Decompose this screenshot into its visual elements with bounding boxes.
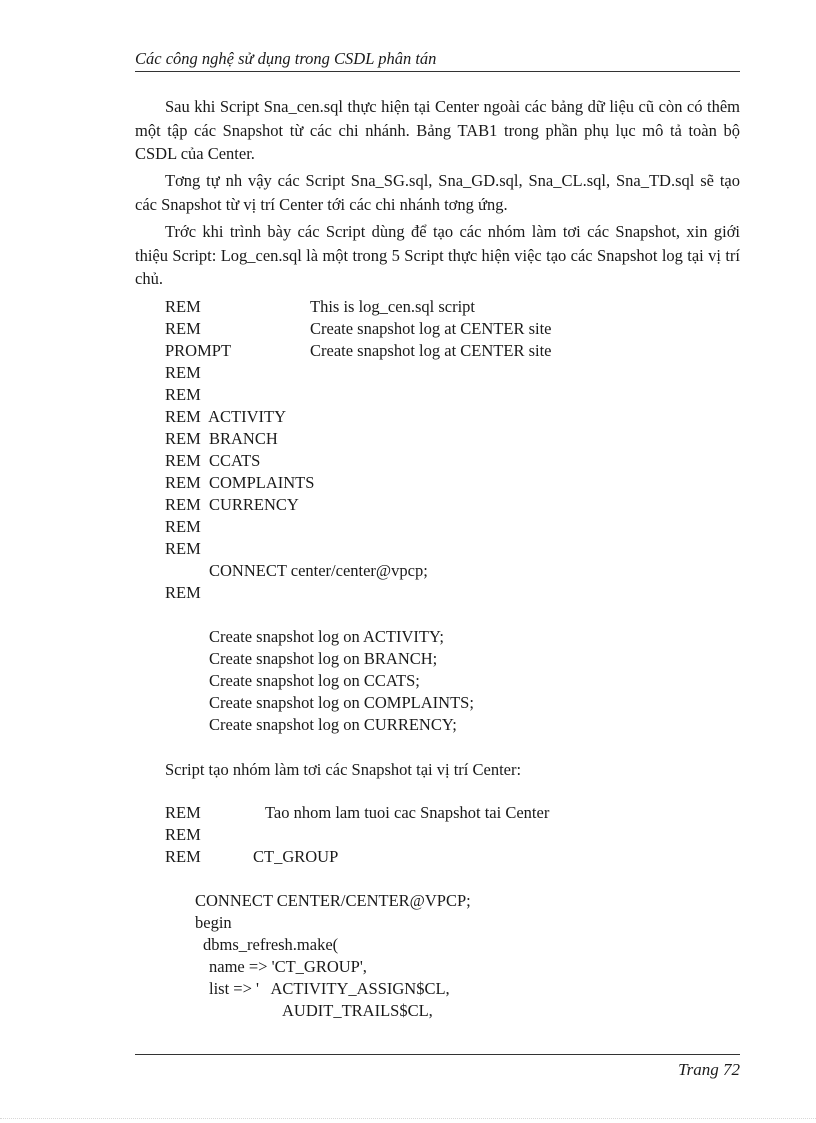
connect-statement: CONNECT center/center@vpcp; [209, 561, 428, 580]
script-keyword: PROMPT [165, 341, 232, 360]
snapshot-log-statement: Create snapshot log on ACTIVITY; [209, 627, 444, 646]
script-keyword: REM [165, 385, 201, 404]
script-keyword: REM [165, 539, 201, 558]
snapshot-log-statement: Create snapshot log on CCATS; [209, 671, 420, 690]
snapshot-log-statement: Create snapshot log on BRANCH; [209, 649, 438, 668]
script-keyword: REM [165, 825, 201, 844]
script-keyword: REM COMPLAINTS [165, 473, 315, 492]
script-comment: Create snapshot log at CENTER site [310, 341, 552, 360]
snapshot-log-statement: Create snapshot log on CURRENCY; [209, 715, 457, 734]
paragraph-1: Sau khi Script Sna_cen.sql thực hiện tại Center ngoài các bảng dữ liệu cũ còn có thêm một tập các Snapshot từ các chi nhánh. Bảng TAB1 trong phần phụ lục mô tả toàn bộ CSDL của Center. [135, 97, 740, 163]
code-line: begin [195, 913, 232, 932]
running-header: Các công nghệ sử dụng trong CSDL phân tán [135, 48, 740, 72]
page-bottom-edge [0, 1118, 816, 1120]
code-line: name => 'CT_GROUP', [209, 957, 367, 976]
script-keyword: REM [165, 803, 201, 822]
script-keyword: REM BRANCH [165, 429, 278, 448]
snapshot-log-statement: Create snapshot log on COMPLAINTS; [209, 693, 474, 712]
script-comment: CT_GROUP [253, 847, 339, 866]
script-comment: This is log_cen.sql script [310, 297, 475, 316]
script-keyword: REM ACTIVITY [165, 407, 286, 426]
paragraph-2: Tơng tự nh vậy các Script Sna_SG.sql, Sna_GD.sql, Sna_CL.sql, Sna_TD.sql sẽ tạo các Snapshot từ vị trí Center tới các chi nhánh tơng ứng. [135, 171, 740, 214]
page-number: Trang 72 [678, 1060, 740, 1079]
script-keyword: REM [165, 319, 201, 338]
code-line: list => ' ACTIVITY_ASSIGN$CL, [209, 979, 450, 998]
code-line: AUDIT_TRAILS$CL, [282, 1001, 433, 1020]
footer-rule [135, 1054, 740, 1055]
code-line: dbms_refresh.make( [203, 935, 339, 954]
script-keyword: REM [165, 363, 201, 382]
script-keyword: REM [165, 583, 201, 602]
script-keyword: REM [165, 517, 201, 536]
script-comment: Create snapshot log at CENTER site [310, 319, 552, 338]
paragraph-3: Trớc khi trình bày các Script dùng để tạo các nhóm làm tơi các Snapshot, xin giới thiệu Script: Log_cen.sql là một trong 5 Script thực hiện việc tạo các Snapshot log tại vị trí chủ. [135, 222, 740, 288]
script-keyword: REM [165, 847, 201, 866]
script-comment: Tao nhom lam tuoi cac Snapshot tai Center [265, 803, 550, 822]
script-keyword: REM [165, 297, 201, 316]
script-keyword: REM CURRENCY [165, 495, 299, 514]
script-intro: Script tạo nhóm làm tơi các Snapshot tại vị trí Center: [165, 760, 522, 779]
script-keyword: REM CCATS [165, 451, 261, 470]
code-line: CONNECT CENTER/CENTER@VPCP; [195, 891, 471, 910]
